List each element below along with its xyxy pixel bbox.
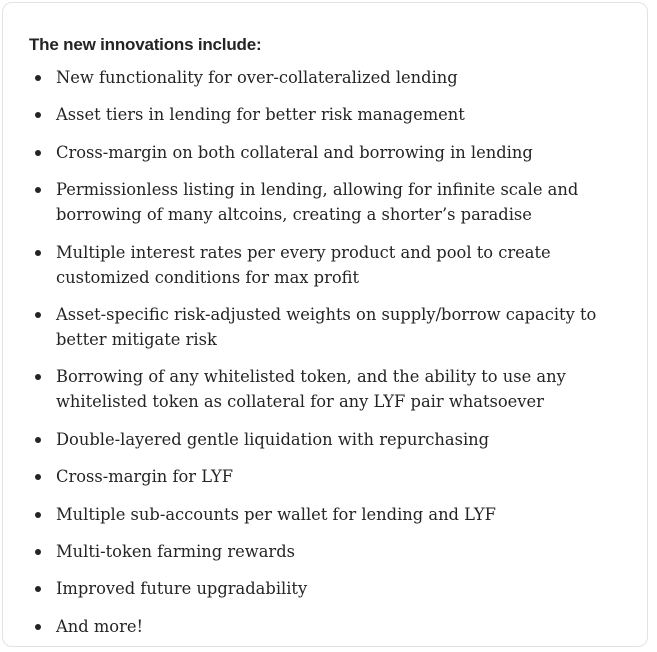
list-item-text: Cross-margin for LYF bbox=[56, 467, 234, 487]
list-item bbox=[3, 302, 643, 352]
list-item bbox=[3, 464, 643, 489]
list-item-text: Multi-token farming rewards bbox=[56, 541, 295, 561]
list-item-text: Permissionless listing in lending, allowing for infinite scale and borrowing of many altcoins, creating a shorter’s paradise bbox=[56, 180, 579, 225]
list-item bbox=[3, 240, 643, 290]
content-card bbox=[2, 2, 648, 647]
bullet-icon bbox=[35, 374, 41, 380]
list-item-text: Borrowing of any whitelisted token, and the ability to use any whitelisted token as collateral for any LYF pair whatsoever bbox=[56, 367, 566, 412]
list-item-text: And more! bbox=[56, 616, 144, 636]
section-heading: The new innovations include: bbox=[29, 35, 262, 54]
bullet-icon bbox=[35, 549, 41, 555]
list-item bbox=[3, 614, 643, 639]
bullet-icon bbox=[35, 75, 41, 81]
bullet-icon bbox=[35, 187, 41, 193]
list-item bbox=[3, 427, 643, 452]
bullet-icon bbox=[35, 112, 41, 118]
bullet-icon bbox=[35, 586, 41, 592]
bullet-icon bbox=[35, 312, 41, 318]
list-item bbox=[3, 102, 643, 127]
list-item-text: Asset-specific risk-adjusted weights on supply/borrow capacity to better mitigate risk bbox=[56, 304, 597, 349]
innovations-list bbox=[3, 65, 643, 651]
bullet-icon bbox=[35, 474, 41, 480]
list-item-text: Double-layered gentle liquidation with repurchasing bbox=[56, 429, 490, 449]
list-item bbox=[3, 539, 643, 564]
list-item bbox=[3, 65, 643, 90]
list-item bbox=[3, 140, 643, 165]
bullet-icon bbox=[35, 624, 41, 630]
bullet-icon bbox=[35, 150, 41, 156]
bullet-icon bbox=[35, 437, 41, 443]
list-item-text: Multiple sub-accounts per wallet for lending and LYF bbox=[56, 504, 496, 524]
list-item-text: Multiple interest rates per every product and pool to create customized conditions for max profit bbox=[56, 242, 551, 287]
list-item bbox=[3, 364, 643, 414]
bullet-icon bbox=[35, 512, 41, 518]
list-item bbox=[3, 177, 643, 227]
list-item-text: Asset tiers in lending for better risk management bbox=[56, 105, 465, 125]
list-item bbox=[3, 576, 643, 601]
list-item-text: Improved future upgradability bbox=[56, 579, 308, 599]
list-item bbox=[3, 502, 643, 527]
list-item-text: Cross-margin on both collateral and borrowing in lending bbox=[56, 142, 533, 162]
list-item-text: New functionality for over-collateralized lending bbox=[56, 68, 458, 87]
bullet-icon bbox=[35, 250, 41, 256]
